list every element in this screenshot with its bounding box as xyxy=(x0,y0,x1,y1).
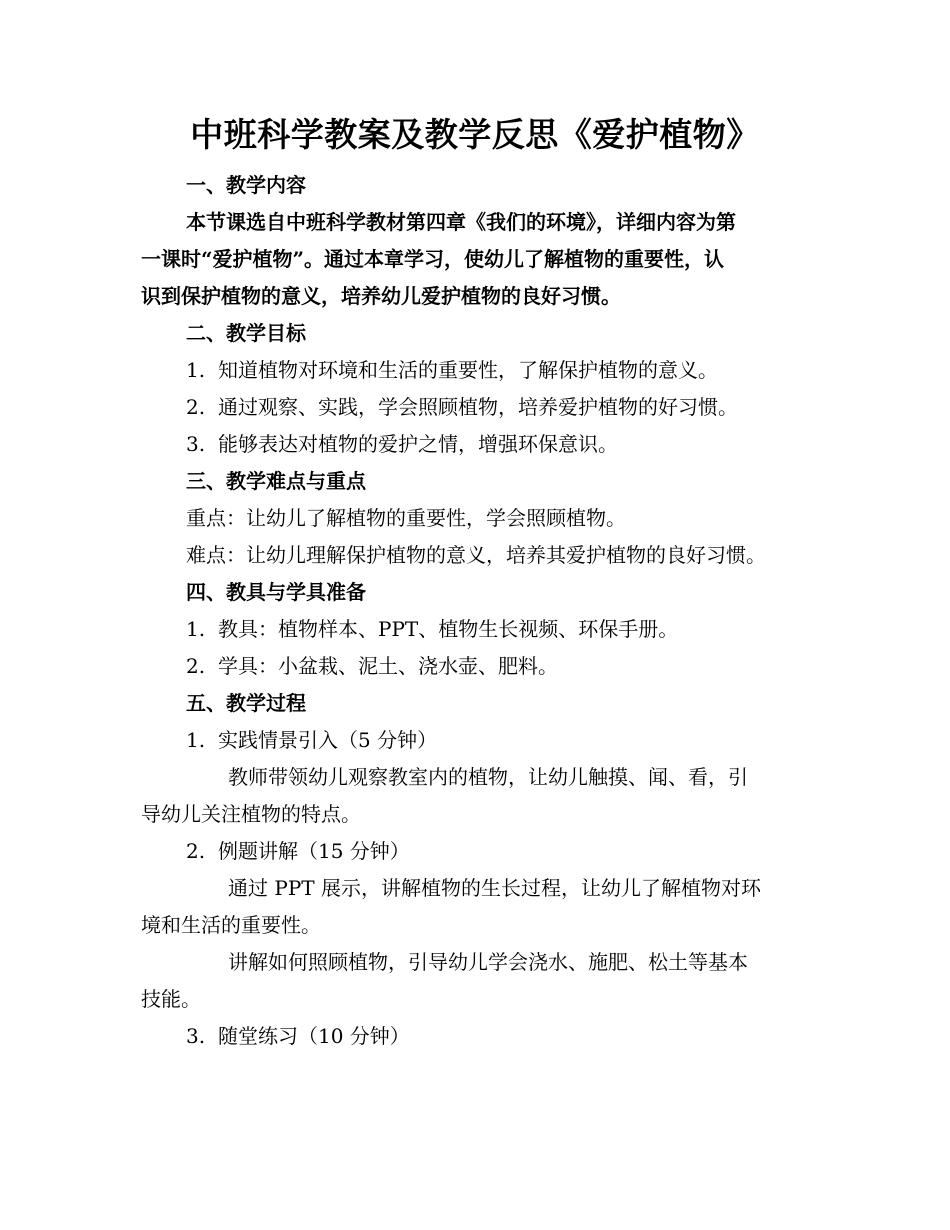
section-heading-content: 一、教学内容 xyxy=(186,173,306,197)
process-step-title: 实践情景引入（5 分钟） xyxy=(218,728,438,752)
goal-item-text: 知道植物对环境和生活的重要性，了解保护植物的意义。 xyxy=(218,358,718,382)
section-heading-materials: 四、教具与学具准备 xyxy=(186,580,366,604)
section-heading-goals: 二、教学目标 xyxy=(186,321,306,345)
process-step xyxy=(186,1021,410,1051)
process-step-number: 1. xyxy=(186,728,206,752)
process-step xyxy=(186,725,437,755)
goal-item-number: 1. xyxy=(186,358,206,382)
goal-item-number: 3. xyxy=(186,432,206,456)
document-title: 中班科学教案及教学反思《爱护植物》 xyxy=(190,115,760,154)
process-paragraph-line: 技能。 xyxy=(141,987,201,1011)
goal-item xyxy=(186,392,738,422)
process-step-title: 例题讲解（15 分钟） xyxy=(218,839,410,863)
content-paragraph-line: 识到保护植物的意义，培养幼儿爱护植物的良好习惯。 xyxy=(141,284,621,308)
difficulty-line: 难点：让幼儿理解保护植物的意义，培养其爱护植物的良好习惯。 xyxy=(186,543,766,567)
material-item-number: 2. xyxy=(186,654,206,678)
material-item xyxy=(186,651,558,681)
process-step xyxy=(186,836,410,866)
content-paragraph-line: 本节课选自中班科学教材第四章《我们的环境》，详细内容为第 xyxy=(186,210,736,234)
goal-item xyxy=(186,355,718,385)
process-paragraph-line: 讲解如何照顾植物，引导幼儿学会浇水、施肥、松土等基本 xyxy=(228,950,748,974)
goal-item xyxy=(186,429,618,459)
material-item-text: 学具：小盆栽、泥土、浇水壶、肥料。 xyxy=(218,654,558,678)
content-paragraph-line: 一课时“爱护植物”。通过本章学习，使幼儿了解植物的重要性，认 xyxy=(141,247,725,271)
section-heading-process: 五、教学过程 xyxy=(186,691,306,715)
process-step-number: 2. xyxy=(186,839,206,863)
material-item xyxy=(186,614,678,644)
material-item-text: 教具：植物样本、PPT、植物生长视频、环保手册。 xyxy=(218,617,679,641)
material-item-number: 1. xyxy=(186,617,206,641)
process-step-number: 3. xyxy=(186,1024,206,1048)
process-paragraph-line: 通过 PPT 展示，讲解植物的生长过程，让幼儿了解植物对环 xyxy=(228,876,761,900)
process-paragraph-line: 导幼儿关注植物的特点。 xyxy=(141,802,361,826)
section-heading-key-points: 三、教学难点与重点 xyxy=(186,469,366,493)
process-step-title: 随堂练习（10 分钟） xyxy=(218,1024,410,1048)
goal-item-text: 通过观察、实践，学会照顾植物，培养爱护植物的好习惯。 xyxy=(218,395,738,419)
key-point-line: 重点：让幼儿了解植物的重要性，学会照顾植物。 xyxy=(186,506,626,530)
process-paragraph-line: 教师带领幼儿观察教室内的植物，让幼儿触摸、闻、看，引 xyxy=(228,765,748,789)
goal-item-text: 能够表达对植物的爱护之情，增强环保意识。 xyxy=(218,432,618,456)
goal-item-number: 2. xyxy=(186,395,206,419)
process-paragraph-line: 境和生活的重要性。 xyxy=(141,913,321,937)
